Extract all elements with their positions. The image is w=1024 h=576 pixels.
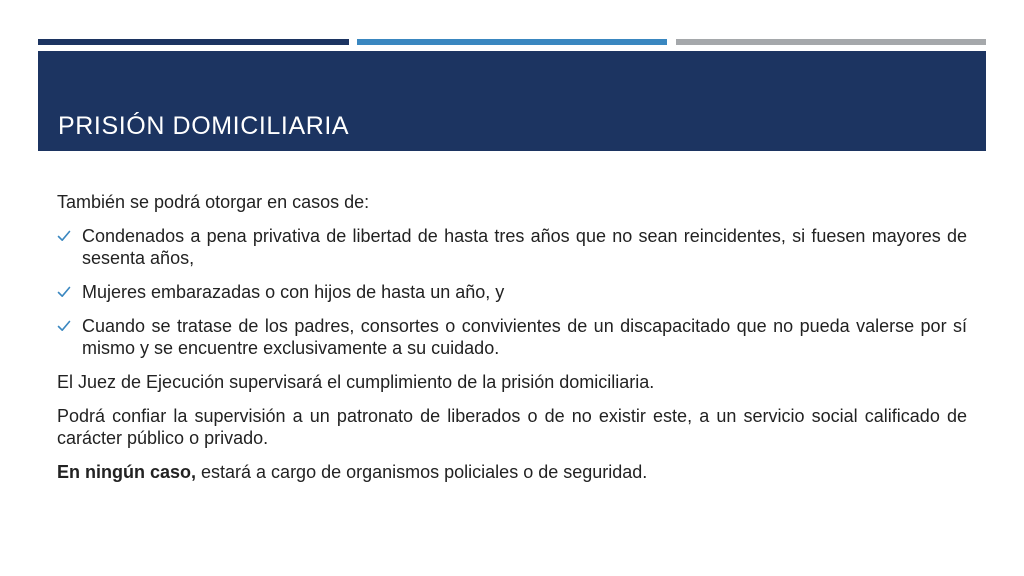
checkmark-icon: [57, 229, 71, 243]
bullet-list: [57, 225, 967, 359]
emphasis-text: En ningún caso,: [57, 462, 197, 482]
list-item-text: Cuando se tratase de los padres, consortes o convivientes de un discapacitado que no pueda valerse por sí mismo y se encuentre exclusivamente a su cuidado.: [82, 316, 967, 358]
checkmark-icon: [57, 319, 71, 333]
slide-body: [57, 191, 967, 495]
accent-bar-gray: [676, 39, 986, 45]
accent-bar-dark: [38, 39, 349, 45]
patronato-paragraph: Podrá confiar la supervisión a un patronato de liberados o de no existir este, a un servicio social calificado de carácter público o privado.: [57, 406, 967, 448]
list-item: [57, 225, 967, 269]
checkmark-icon: [57, 285, 71, 299]
list-item-text: Condenados a pena privativa de libertad de hasta tres años que no sean reincidentes, si fuesen mayores de sesenta años,: [82, 226, 967, 268]
intro-text: También se podrá otorgar en casos de:: [57, 192, 370, 212]
accent-bar-blue: [357, 39, 667, 45]
title-band: [38, 51, 986, 151]
paragraph-rest-text: estará a cargo de organismos policiales o de seguridad.: [196, 462, 648, 482]
slide-title: PRISIÓN DOMICILIARIA: [58, 112, 350, 140]
supervision-paragraph: El Juez de Ejecución supervisará el cumplimiento de la prisión domiciliaria.: [57, 372, 655, 392]
list-item: [57, 281, 967, 303]
list-item: [57, 315, 967, 359]
no-police-paragraph: [57, 461, 967, 483]
list-item-text: Mujeres embarazadas o con hijos de hasta un año, y: [82, 282, 505, 302]
